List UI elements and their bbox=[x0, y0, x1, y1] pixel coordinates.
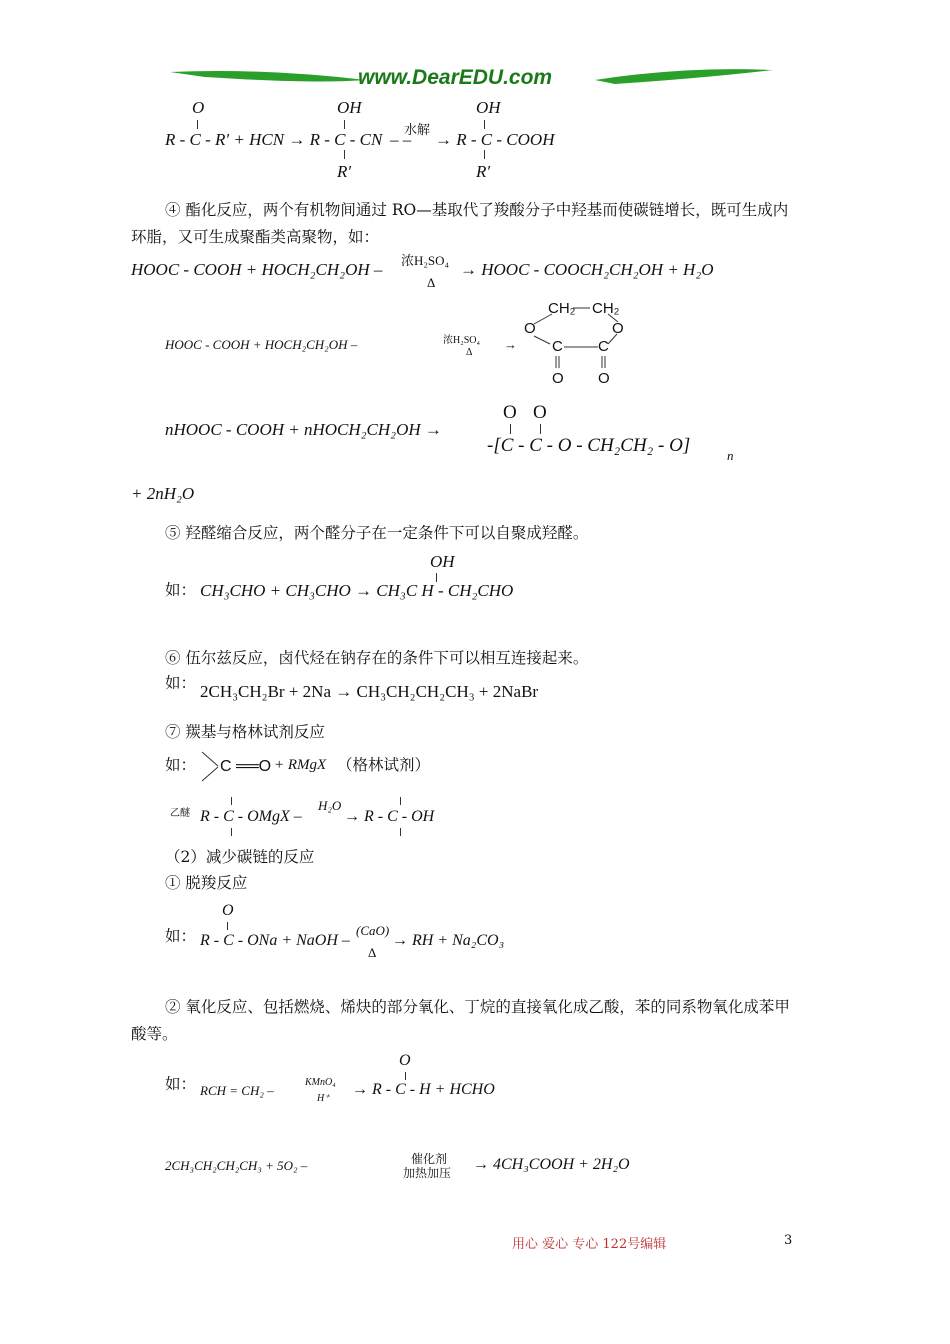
eq-ester1-rhs: → HOOC - COOCH₂CH₂OH + H₂O bbox=[460, 260, 714, 279]
oxid-lhs: RCH = CH₂ – bbox=[200, 1083, 274, 1098]
eq-ester2-lhs: HOOC - COOH + HOCH₂CH₂OH – bbox=[165, 337, 358, 352]
decarb-rhs: → RH + Na₂CO₃ bbox=[392, 932, 505, 949]
eq-hcn-bond-c bbox=[344, 150, 345, 159]
item5-top-oh: OH bbox=[430, 552, 455, 571]
eq-hcn-arrow-label: 水解 bbox=[404, 123, 431, 138]
eq-hcn-top-oh2: OH bbox=[476, 98, 501, 117]
item7-step-label: 乙醚 bbox=[170, 808, 190, 819]
eq-hcn-bot-r1: R′ bbox=[337, 162, 352, 181]
eq-hcn-line: R - C - R′ + HCN → R - C - CN bbox=[165, 130, 383, 149]
item7-final: → R - C - OH bbox=[344, 808, 435, 825]
ring-ch2-right: CH₂ bbox=[592, 300, 620, 317]
eq-ester2-arrow: → bbox=[504, 337, 517, 352]
item4-line1: ④ 酯化反应，两个有机物间通过 RO—基取代了羧酸分子中羟基而使碳链增长，既可生成内 bbox=[165, 201, 789, 219]
decarb-double-bond bbox=[227, 922, 228, 930]
item5-eq: CH₃CHO + CH₃CHO → CH₃C H - CH₂CHO bbox=[200, 581, 514, 600]
decarb-line: ① 脱羧反应 bbox=[165, 874, 248, 892]
ring-c-left: C bbox=[552, 338, 563, 355]
item7-prefix: 如： bbox=[165, 756, 197, 774]
eq-hcn-bot-r2: R′ bbox=[476, 162, 491, 181]
eq-hcn-bond-b bbox=[484, 120, 485, 129]
eq-poly-top-o2: O bbox=[533, 402, 547, 423]
eq-hcn-double-bond bbox=[197, 120, 198, 129]
oxid-top-o: O bbox=[399, 1052, 411, 1069]
decarb-heat: Δ bbox=[368, 945, 377, 960]
oxid-eq2-lhs: 2CH₃CH₂CH₂CH₃ + 5O₂ – bbox=[165, 1158, 308, 1173]
section2-title: （2）减少碳链的反应 bbox=[165, 848, 315, 866]
item7-bond-c bbox=[400, 797, 401, 805]
ring-carbonyl-o-left: O bbox=[552, 370, 564, 387]
item7-carbonyl: C ══O bbox=[220, 758, 272, 775]
ring-o-left: O bbox=[524, 320, 536, 337]
item7-bond-d bbox=[400, 828, 401, 836]
item6-line: ⑥ 伍尔兹反应，卤代烃在钠存在的条件下可以相互连接起来。 bbox=[165, 649, 589, 667]
ring-ch2-left: CH₂ bbox=[548, 300, 576, 317]
eq-hcn-product: → R - C - COOH bbox=[435, 130, 555, 149]
oxid-eq2-catalyst: 催化剂 bbox=[411, 1152, 448, 1166]
eq-ester1-catalyst: 浓H₂SO₄ bbox=[401, 253, 450, 268]
oxid-line2: 酸等。 bbox=[131, 1025, 178, 1043]
item7-reagent: + RMgX bbox=[274, 757, 327, 773]
eq-poly-subscript-n: n bbox=[727, 448, 734, 463]
decarb-lhs: R - C - ONa + NaOH – bbox=[200, 932, 350, 949]
item7-line: ⑦ 羰基与格林试剂反应 bbox=[165, 723, 325, 741]
item4-line2: 环脂，又可生成聚酯类高聚物，如： bbox=[131, 228, 380, 246]
eq-hcn-arrow-dash: – – bbox=[390, 130, 412, 149]
header-banner bbox=[165, 58, 777, 98]
item7-water: H₂O bbox=[318, 798, 342, 813]
eq-hcn-top-o: O bbox=[192, 98, 205, 117]
cyclic-ester-structure bbox=[518, 298, 638, 390]
eq-poly-top-o1: O bbox=[503, 402, 517, 423]
oxid-prefix: 如： bbox=[165, 1075, 197, 1093]
eq-ester2-catalyst: 浓H₂SO₄ bbox=[443, 335, 480, 346]
ring-c-right: C bbox=[598, 338, 609, 355]
eq-ester2-heat: Δ bbox=[466, 347, 473, 358]
item7-bond-b bbox=[231, 828, 232, 836]
site-title[interactable]: www.DearEDU.com bbox=[358, 66, 553, 89]
eq-ester1-heat: Δ bbox=[427, 275, 436, 290]
oxid-acid: H⁺ bbox=[317, 1093, 330, 1104]
item6-eq: 2CH₃CH₂Br + 2Na → CH₃CH₂CH₂CH₃ + 2NaBr bbox=[200, 682, 539, 701]
oxid-double-bond bbox=[405, 1072, 406, 1080]
eq-poly-bond-b bbox=[540, 424, 541, 434]
oxid-catalyst: KMnO₄ bbox=[305, 1077, 336, 1088]
page-number: 3 bbox=[784, 1233, 793, 1248]
decarb-prefix: 如： bbox=[165, 927, 197, 945]
item5-prefix: 如： bbox=[165, 581, 197, 599]
item6-prefix: 如： bbox=[165, 674, 197, 692]
eq-poly-bond-a bbox=[510, 424, 511, 434]
item7-note: （格林试剂） bbox=[337, 756, 431, 774]
eq-hcn-bond-a bbox=[344, 120, 345, 129]
eq-hcn-top-oh1: OH bbox=[337, 98, 362, 117]
decarb-top-o: O bbox=[222, 902, 234, 919]
item7-mid: R - C - OMgX – bbox=[200, 808, 302, 825]
oxid-eq2-rhs: → 4CH₃COOH + 2H₂O bbox=[473, 1156, 630, 1173]
item7-bond-a bbox=[231, 797, 232, 805]
oxid-eq2-conditions: 加热加压 bbox=[403, 1166, 452, 1180]
ring-o-right: O bbox=[612, 320, 624, 337]
footer-text: 用心 爱心 专心 122号编辑 bbox=[512, 1237, 667, 1252]
eq-ester1-lhs: HOOC - COOH + HOCH₂CH₂OH – bbox=[131, 260, 383, 279]
eq-hcn-bond-d bbox=[484, 150, 485, 159]
oxid-line1: ② 氧化反应、包括燃烧、烯炔的部分氧化、丁烷的直接氧化成乙酸，苯的同系物氧化成苯甲 bbox=[165, 998, 790, 1016]
item5-line: ⑤ 羟醛缩合反应，两个醛分子在一定条件下可以自聚成羟醛。 bbox=[165, 524, 589, 542]
eq-poly-tail: + 2nH₂O bbox=[131, 484, 195, 503]
oxid-rhs: → R - C - H + HCHO bbox=[352, 1081, 495, 1098]
eq-poly-lhs: nHOOC - COOH + nHOCH₂CH₂OH → bbox=[165, 420, 442, 439]
ring-carbonyl-o-right: O bbox=[598, 370, 610, 387]
decarb-catalyst: (CaO) bbox=[356, 923, 390, 938]
eq-poly-chain: -[C - C - O - CH₂CH₂ - O] bbox=[487, 435, 691, 456]
